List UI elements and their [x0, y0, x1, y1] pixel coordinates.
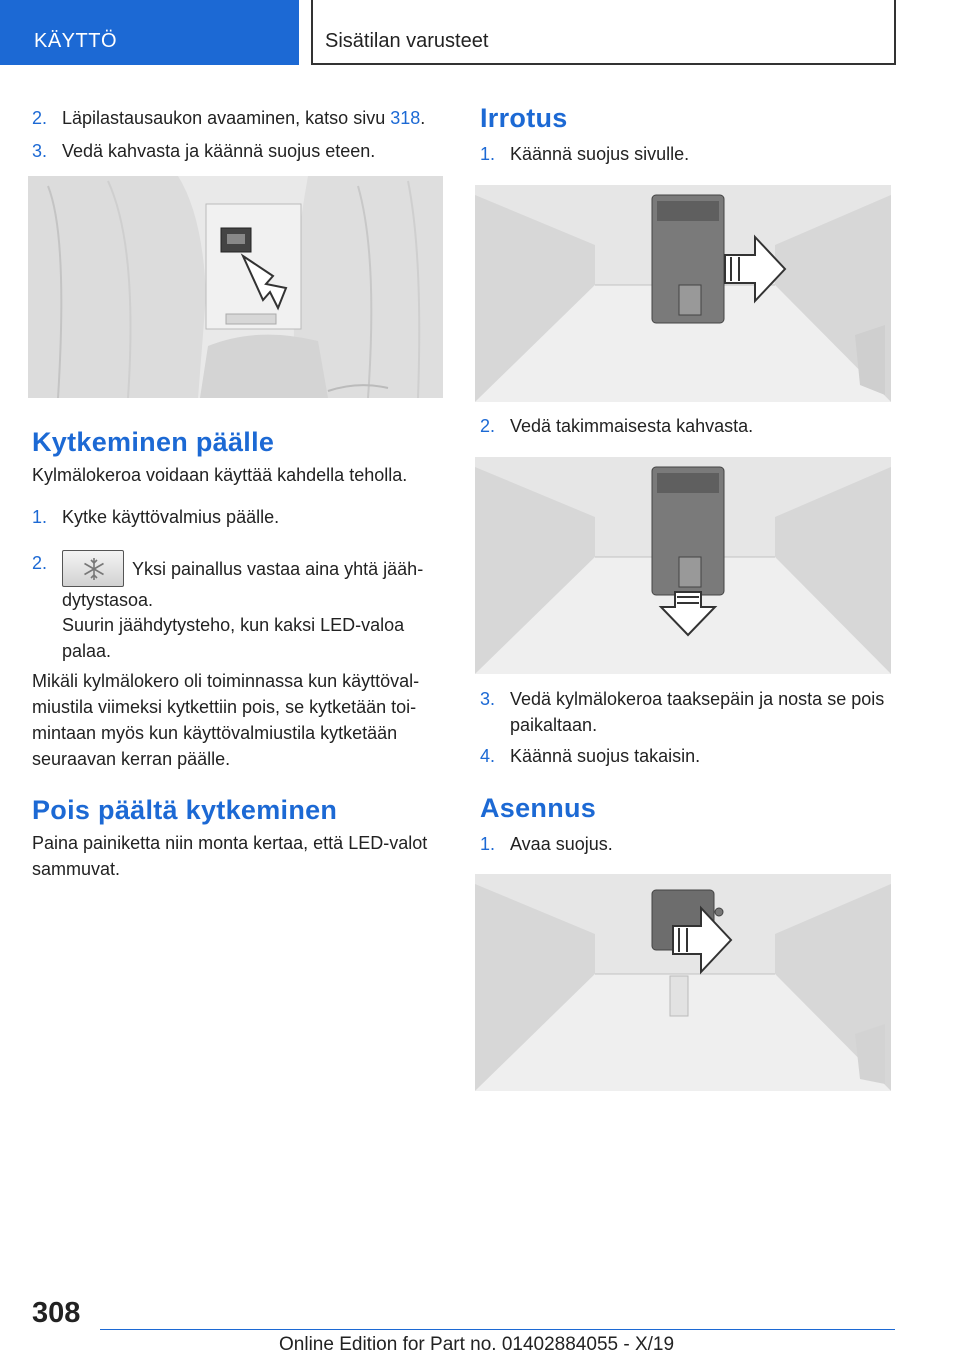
step-number: 3.: [480, 689, 496, 709]
step-text: Avaa suojus.: [510, 834, 613, 854]
step-number: 3.: [32, 141, 48, 161]
step-text-main: Läpilastausaukon avaaminen, katso sivu: [62, 108, 391, 128]
step-number: 1.: [480, 834, 496, 854]
step-text: Käännä suojus sivulle.: [510, 144, 690, 164]
page-number: 308: [32, 1297, 81, 1329]
step-2-load-through: [32, 105, 447, 131]
step-number: 1.: [32, 507, 48, 527]
step-text: Vedä kahvasta ja käännä suojus eteen.: [62, 141, 376, 161]
snowflake-icon: [62, 550, 124, 587]
irrotus-step-3: [480, 686, 892, 738]
figure-rear-seat-passthrough: [28, 176, 443, 398]
kytkeminen-note: Mikäli kylmälokero oli toiminnassa kun käyttövalmiustila viimeksi kytkettiin pois, se kytketään toimintaan myös kun käyttövalmiustila kytketään seuraavan kerran päälle.: [32, 671, 420, 769]
rear-seat-illustration: [28, 176, 443, 398]
pois-text: Paina painiketta niin monta kertaa, että LED-valot sammuvat.: [32, 833, 428, 879]
figure-turn-cover: [475, 185, 891, 402]
kytkeminen-step-2: [32, 550, 447, 613]
step-text-with-icon: [62, 550, 447, 613]
page-link-318[interactable]: 318: [390, 108, 421, 128]
step-text: Vedä kylmälokeroa taaksepäin ja nosta se pois paikaltaan.: [510, 689, 885, 735]
snowflake-glyph: [82, 557, 106, 581]
trunk-illustration-2: [475, 457, 891, 674]
step-text: [62, 105, 447, 131]
kytkeminen-step-2-sub: Suurin jäähdytysteho, kun kaksi LED-valoa palaa.: [62, 615, 405, 661]
heading-irrotus: Irrotus: [480, 103, 568, 133]
step-number: 2.: [32, 108, 48, 128]
kytkeminen-intro: Kylmälokeroa voidaan käyttää kahdella teholla.: [32, 465, 408, 485]
asennus-step-1: [480, 831, 892, 857]
heading-pois: Pois päältä kytkeminen: [32, 795, 338, 825]
step-text: Yksi painallus vastaa aina yhtä jäähdytystasoa.: [62, 559, 424, 610]
irrotus-step-2: [480, 413, 892, 439]
footer-rule: [100, 1329, 895, 1330]
heading-kytkeminen: Kytkeminen päälle: [32, 427, 275, 457]
footer-edition: Online Edition for Part no. 01402884055 - X/19: [279, 1334, 675, 1355]
step-number: 2.: [480, 416, 496, 436]
step-number: 1.: [480, 144, 496, 164]
step-number: 2.: [32, 553, 48, 573]
header-section-tab: [0, 0, 299, 65]
step-text: Vedä takimmaisesta kahvasta.: [510, 416, 754, 436]
step-text-after: .: [420, 108, 426, 128]
step-text: Kytke käyttövalmius päälle.: [62, 507, 280, 527]
kytkeminen-step-1: [32, 504, 447, 530]
heading-asennus: Asennus: [480, 793, 597, 823]
irrotus-step-1: [480, 141, 892, 167]
step-number: 4.: [480, 746, 496, 766]
step-3-pull-handle: [32, 138, 447, 164]
trunk-illustration-1: [475, 185, 891, 402]
figure-pull-handle: [475, 457, 891, 674]
figure-open-cover: [475, 874, 891, 1091]
trunk-illustration-3: [475, 874, 891, 1091]
header-chapter-label: Sisätilan varusteet: [325, 30, 489, 52]
step-text: Käännä suojus takaisin.: [510, 746, 701, 766]
header-chapter-box: [311, 0, 896, 65]
header-section-label: KÄYTTÖ: [34, 30, 118, 52]
irrotus-step-4: [480, 743, 892, 769]
